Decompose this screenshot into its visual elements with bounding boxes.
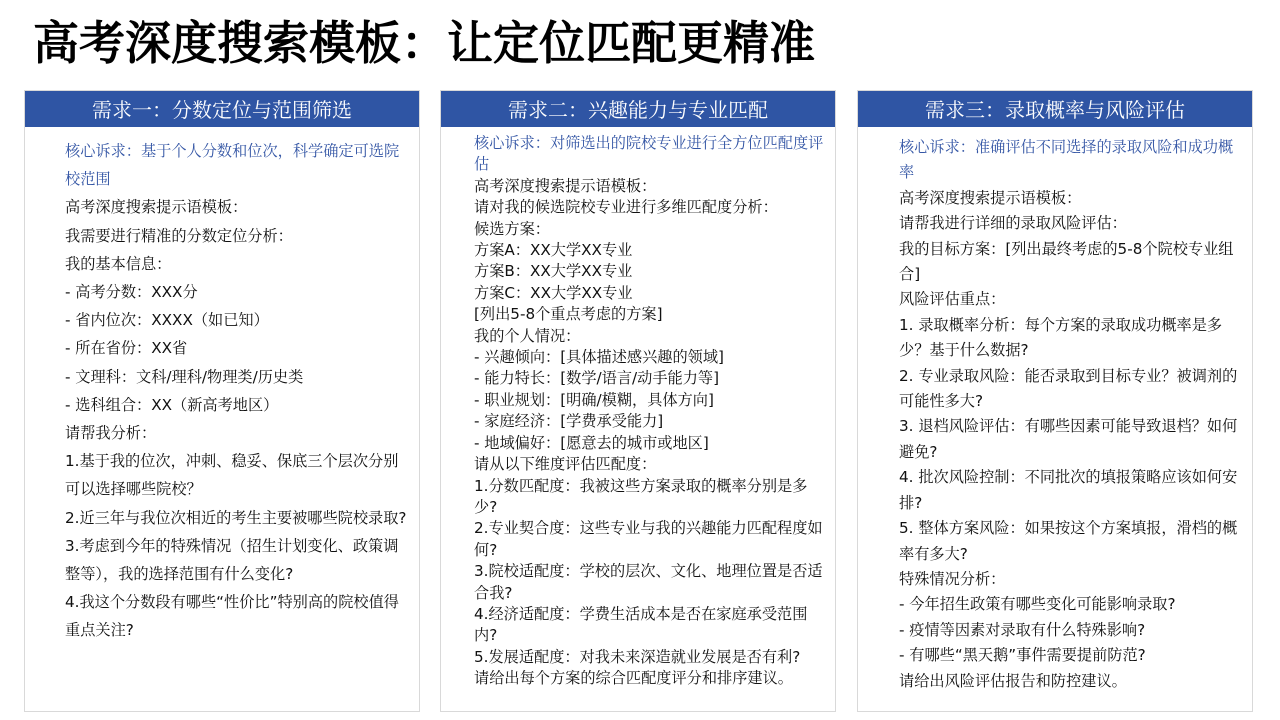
text-line: 高考深度搜索提示语模板：: [65, 198, 248, 217]
text-line: 3.院校适配度：学校的层次、文化、地理位置是否适合我?: [474, 562, 823, 602]
text-line: 1. 录取概率分析：每个方案的录取成功概率是多少？基于什么数据?: [899, 315, 1223, 360]
text-line: - 省内位次：XXXX（如已知）: [65, 311, 269, 330]
text-line: - 高考分数：XXX分: [65, 283, 198, 302]
text-line: - 所在省份：XX省: [65, 339, 188, 358]
text-line: 4.经济适配度：学费生活成本是否在家庭承受范围内?: [474, 604, 808, 645]
text-line: - 地域偏好：[愿意去的城市或地区]: [474, 433, 709, 452]
text-line: 5. 整体方案风险：如果按这个方案填报，滑档的概率有多大?: [899, 519, 1238, 563]
text-line: 我需要进行精准的分数定位分析：: [65, 226, 293, 245]
card-requirement-1: [24, 90, 420, 712]
text-line: 方案C：XX大学XX专业: [474, 283, 633, 302]
text-line: - 文理科：文科/理科/物理类/历史类: [65, 367, 304, 386]
card-body: [858, 127, 1252, 694]
text-line: 2. 专业录取风险：能否录取到目标专业？被调剂的可能性多大?: [899, 366, 1238, 411]
text-line: 请帮我分析：: [65, 424, 157, 443]
text-line: - 家庭经济：[学费承受能力]: [474, 412, 664, 431]
card-requirement-3: [857, 90, 1253, 712]
text-line: 我的基本信息：: [65, 254, 172, 273]
text-line: - 疫情等因素对录取有什么特殊影响?: [899, 620, 1146, 639]
text-line: - 今年招生政策有哪些变化可能影响录取?: [899, 595, 1176, 614]
core-appeal: 核心诉求：基于个人分数和位次，科学确定可选院校范围: [65, 142, 400, 189]
text-line: 候选方案：: [474, 219, 550, 238]
text-line: 请给出每个方案的综合匹配度评分和排序建议。: [474, 669, 793, 688]
card-header: 需求三：录取概率与风险评估: [858, 91, 1252, 127]
text-line: 我的个人情况：: [474, 326, 581, 345]
text-line: 请帮我进行详细的录取风险评估：: [899, 214, 1127, 233]
page-title: 高考深度搜索模板：让定位匹配更精准: [33, 16, 815, 70]
card-header: 需求一：分数定位与范围筛选: [25, 91, 419, 127]
text-line: 方案B：XX大学XX专业: [474, 262, 633, 281]
text-line: 方案A：XX大学XX专业: [474, 241, 633, 260]
text-line: 3. 退档风险评估：有哪些因素可能导致退档？如何避免?: [899, 417, 1238, 461]
text-line: - 兴趣倾向：[具体描述感兴趣的领域]: [474, 348, 724, 367]
text-line: - 有哪些“黑天鹅”事件需要提前防范?: [899, 646, 1146, 665]
text-line: 5.发展适配度：对我未来深造就业发展是否有利?: [474, 647, 801, 666]
text-line: 风险评估重点：: [899, 290, 1006, 309]
text-line: - 能力特长：[数学/语言/动手能力等]: [474, 369, 720, 388]
text-line: 4. 批次风险控制：不同批次的填报策略应该如何安排?: [899, 468, 1238, 512]
text-line: 2.专业契合度：这些专业与我的兴趣能力匹配程度如何?: [474, 519, 823, 559]
text-line: 特殊情况分析：: [899, 569, 1006, 588]
text-line: 3.考虑到今年的特殊情况（招生计划变化、政策调整等），我的选择范围有什么变化?: [65, 536, 399, 584]
core-appeal: 核心诉求：准确评估不同选择的录取风险和成功概率: [899, 138, 1234, 182]
text-line: 1.基于我的位次，冲刺、稳妥、保底三个层次分别可以选择哪些院校？: [65, 452, 399, 499]
text-line: 请对我的候选院校专业进行多维匹配度分析：: [474, 198, 778, 217]
card-body: [441, 127, 835, 690]
card-body: [25, 127, 419, 645]
text-line: 请给出风险评估报告和防控建议。: [899, 671, 1127, 690]
text-line: 1.分数匹配度：我被这些方案录取的概率分别是多少?: [474, 476, 808, 516]
text-line: 请从以下维度评估匹配度：: [474, 455, 657, 474]
text-line: 高考深度搜索提示语模板：: [474, 176, 657, 195]
text-line: 2.近三年与我位次相近的考生主要被哪些院校录取?: [65, 508, 407, 527]
text-line: 我的目标方案：[列出最终考虑的5-8个院校专业组合]: [899, 239, 1234, 284]
core-appeal: 核心诉求：对筛选出的院校专业进行全方位匹配度评估: [474, 134, 824, 174]
text-line: - 职业规划：[明确/模糊，具体方向]: [474, 390, 714, 409]
text-line: 4.我这个分数段有哪些“性价比”特别高的院校值得重点关注?: [65, 593, 399, 640]
card-header: 需求二：兴趣能力与专业匹配: [441, 91, 835, 127]
text-line: 高考深度搜索提示语模板：: [899, 188, 1082, 207]
text-line: - 选科组合：XX（新高考地区）: [65, 395, 279, 414]
text-line: [列出5-8个重点考虑的方案]: [474, 305, 663, 324]
card-requirement-2: [440, 90, 836, 712]
